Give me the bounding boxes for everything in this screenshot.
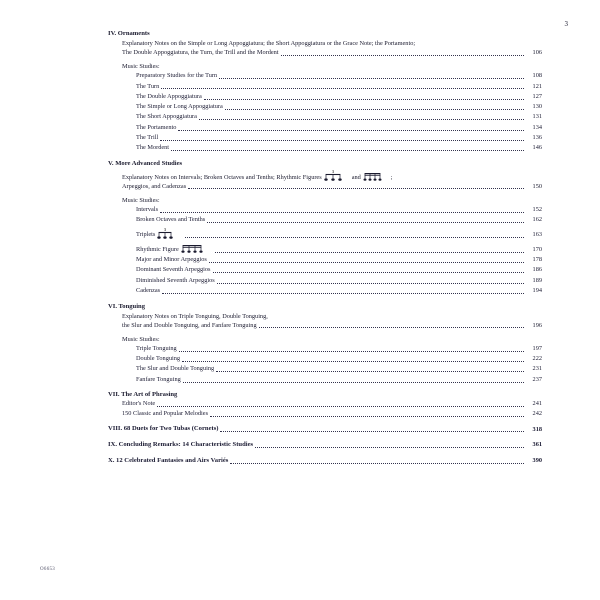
page-ref: 170 bbox=[532, 245, 542, 253]
toc-entry[interactable] bbox=[108, 93, 542, 102]
toc-entry-label: X. 12 Celebrated Fantasies and Airs Variés bbox=[108, 456, 229, 464]
toc-entry-label: Triplets bbox=[136, 231, 156, 239]
explanatory-note-line-1: Explanatory Notes on the Simple or Long Appoggiatura; the Short Appoggiatura or the Grace Note; the Portamento; bbox=[122, 40, 416, 47]
toc-entry[interactable] bbox=[108, 345, 542, 354]
toc-entry-label: Diminished Seventh Arpeggios bbox=[136, 276, 215, 284]
leader-dots bbox=[199, 118, 524, 120]
page-ref: 241 bbox=[532, 400, 542, 408]
toc-entry[interactable] bbox=[108, 410, 542, 419]
leader-dots bbox=[217, 282, 524, 284]
toc-entry-label: The Double Appoggiatura bbox=[136, 92, 202, 100]
leader-dots bbox=[213, 271, 524, 273]
leader-dots bbox=[157, 405, 524, 407]
toc-entry[interactable] bbox=[108, 83, 542, 92]
leader-dots bbox=[171, 149, 524, 151]
explanatory-note-conjunction: and bbox=[351, 173, 361, 181]
publisher-code: O6653 bbox=[40, 567, 56, 572]
toc-entry-label: Dominant Seventh Arpeggios bbox=[136, 266, 211, 274]
toc-entry[interactable] bbox=[108, 266, 542, 275]
page-number: 3 bbox=[564, 20, 568, 28]
explanatory-note-line-1: Explanatory Notes on Triple Tonguing, Double Tonguing, bbox=[122, 312, 268, 320]
toc-entry-label: The Trill bbox=[136, 134, 159, 142]
page-ref: 186 bbox=[532, 266, 542, 274]
toc-entry-label: Double Tonguing bbox=[136, 355, 181, 363]
toc-entry-concluding-remarks[interactable] bbox=[108, 441, 542, 450]
page-ref: 136 bbox=[532, 134, 542, 142]
page-ref: 196 bbox=[532, 321, 542, 329]
leader-dots bbox=[178, 129, 524, 131]
page-ref: 197 bbox=[532, 344, 542, 352]
toc-entry-label: Triple Tonguing bbox=[136, 344, 177, 352]
music-notation-rhythmic-icon bbox=[181, 241, 211, 254]
explanatory-note-line-2: Arpeggios, and Cadenzas bbox=[122, 182, 187, 190]
page-ref: 163 bbox=[532, 231, 542, 239]
leader-dots bbox=[204, 98, 524, 100]
toc-entry[interactable] bbox=[108, 376, 542, 385]
toc-entry[interactable] bbox=[108, 103, 542, 112]
toc-entry[interactable] bbox=[108, 256, 542, 265]
leader-dots bbox=[160, 139, 524, 141]
leader-dots bbox=[161, 87, 524, 89]
explanatory-note-line-1-end: ; bbox=[390, 173, 393, 181]
toc-entry[interactable] bbox=[108, 355, 542, 364]
page-ref: 222 bbox=[532, 355, 542, 363]
leader-dots bbox=[225, 108, 524, 110]
toc-entry[interactable] bbox=[108, 134, 542, 143]
page-ref: 237 bbox=[532, 375, 542, 383]
toc-entry[interactable] bbox=[108, 206, 542, 215]
toc-entry-label: Rhythmic Figure bbox=[136, 245, 179, 253]
toc-entry-label: Fanfare Tonguing bbox=[136, 375, 181, 383]
explanatory-note-line-1: Explanatory Notes on Intervals; Broken Octaves and Tenths; Rhythmic Figures bbox=[122, 173, 322, 181]
leader-dots bbox=[183, 381, 524, 383]
toc-entry-label: Editor's Note bbox=[122, 400, 156, 408]
toc-entry-label: Cadenzas bbox=[136, 287, 161, 295]
leader-dots bbox=[209, 261, 524, 263]
page-ref: 130 bbox=[532, 103, 542, 111]
leader-dots bbox=[255, 446, 524, 448]
page-ref: 162 bbox=[532, 216, 542, 224]
toc-entry-duets[interactable] bbox=[108, 425, 542, 434]
toc-entry[interactable] bbox=[108, 365, 542, 374]
music-notation-rhythmic-icon bbox=[363, 169, 389, 182]
page-ref: 108 bbox=[532, 72, 542, 80]
page-ref: 189 bbox=[532, 276, 542, 284]
explanatory-note-line-2: the Slur and Double Tonguing, and Fanfare Tonguing bbox=[122, 321, 257, 329]
music-notation-triplet-icon bbox=[157, 227, 181, 240]
leader-dots bbox=[185, 236, 524, 238]
music-studies-label-advanced: Music Studies: bbox=[122, 196, 160, 204]
toc-entry-label: Preparatory Studies for the Turn bbox=[136, 72, 218, 80]
leader-dots bbox=[281, 54, 524, 56]
toc-entry-label: The Simple or Long Appoggiatura bbox=[136, 103, 223, 111]
page-ref: 134 bbox=[532, 123, 542, 131]
leader-dots bbox=[215, 251, 524, 253]
page-ref: 242 bbox=[532, 409, 542, 417]
page-ref: 231 bbox=[532, 365, 542, 373]
toc-entry-label: The Turn bbox=[136, 82, 160, 90]
explanatory-note-tonguing bbox=[108, 312, 542, 330]
toc-entry[interactable] bbox=[108, 144, 542, 153]
page-ref: 178 bbox=[532, 256, 542, 264]
toc-entry[interactable] bbox=[108, 216, 542, 225]
explanatory-note-line-2: The Double Appoggiatura, the Turn, the Trill and the Mordent bbox=[122, 49, 279, 57]
toc-entry-label: The Portamento bbox=[136, 123, 177, 131]
leader-dots bbox=[182, 360, 524, 362]
toc-entry-label: VIII. 68 Duets for Two Tubas (Cornets) bbox=[108, 425, 219, 433]
leader-dots bbox=[220, 430, 524, 432]
toc-entry-label: The Slur and Double Tonguing bbox=[136, 365, 215, 373]
leader-dots bbox=[207, 221, 524, 223]
leader-dots bbox=[179, 350, 524, 352]
music-notation-triplet-icon bbox=[324, 169, 350, 182]
leader-dots bbox=[188, 187, 524, 189]
section-heading-tonguing: VI. Tonguing bbox=[108, 302, 146, 310]
toc-entry-label: Major and Minor Arpeggios bbox=[136, 256, 207, 264]
explanatory-note-advanced bbox=[108, 169, 542, 191]
explanatory-note-ornaments bbox=[108, 39, 542, 57]
toc-entry-label: IX. Concluding Remarks: 14 Characteristic Studies bbox=[108, 441, 254, 449]
leader-dots bbox=[210, 415, 524, 417]
toc-entry[interactable] bbox=[108, 400, 542, 409]
leader-dots bbox=[160, 211, 524, 213]
leader-dots bbox=[230, 462, 524, 464]
svg-text:3: 3 bbox=[164, 226, 167, 232]
table-of-contents bbox=[30, 30, 570, 466]
toc-entry[interactable] bbox=[108, 287, 542, 296]
music-studies-label-tonguing: Music Studies: bbox=[122, 335, 160, 343]
page-ref: 318 bbox=[532, 425, 542, 433]
toc-entry-label: The Mordent bbox=[136, 144, 170, 152]
page-ref: 121 bbox=[532, 82, 542, 90]
toc-entry[interactable] bbox=[108, 124, 542, 133]
page-ref: 194 bbox=[532, 287, 542, 295]
section-heading-ornaments: IV. Ornaments bbox=[108, 30, 150, 37]
toc-entry-label: Intervals bbox=[136, 205, 159, 213]
toc-entry-label: 150 Classic and Popular Melodies bbox=[122, 409, 209, 417]
leader-dots bbox=[216, 370, 524, 372]
toc-entry-label: The Short Appoggiatura bbox=[136, 113, 197, 121]
page-ref: 146 bbox=[532, 144, 542, 152]
page-ref: 131 bbox=[532, 113, 542, 121]
leader-dots bbox=[259, 326, 524, 328]
section-heading-art-of-phrasing: VII. The Art of Phrasing bbox=[108, 391, 178, 399]
page-ref: 150 bbox=[532, 182, 542, 190]
toc-entry-rhythmic-figure[interactable] bbox=[108, 241, 542, 254]
page-ref: 361 bbox=[532, 441, 542, 449]
toc-entry[interactable] bbox=[108, 72, 542, 81]
page-ref: 106 bbox=[532, 49, 542, 57]
toc-entry[interactable] bbox=[108, 113, 542, 122]
section-heading-more-advanced-studies: V. More Advanced Studies bbox=[108, 159, 183, 167]
toc-entry-label: Broken Octaves and Tenths bbox=[136, 216, 206, 224]
svg-text:3: 3 bbox=[331, 168, 334, 174]
leader-dots bbox=[219, 77, 524, 79]
toc-entry-fantasies[interactable] bbox=[108, 457, 542, 466]
toc-entry-triplets[interactable] bbox=[108, 227, 542, 240]
toc-entry[interactable] bbox=[108, 277, 542, 286]
leader-dots bbox=[162, 292, 524, 294]
page-ref: 390 bbox=[532, 457, 542, 465]
page-ref: 127 bbox=[532, 92, 542, 100]
music-studies-label-ornaments: Music Studies: bbox=[122, 63, 160, 71]
page-ref: 152 bbox=[532, 205, 542, 213]
